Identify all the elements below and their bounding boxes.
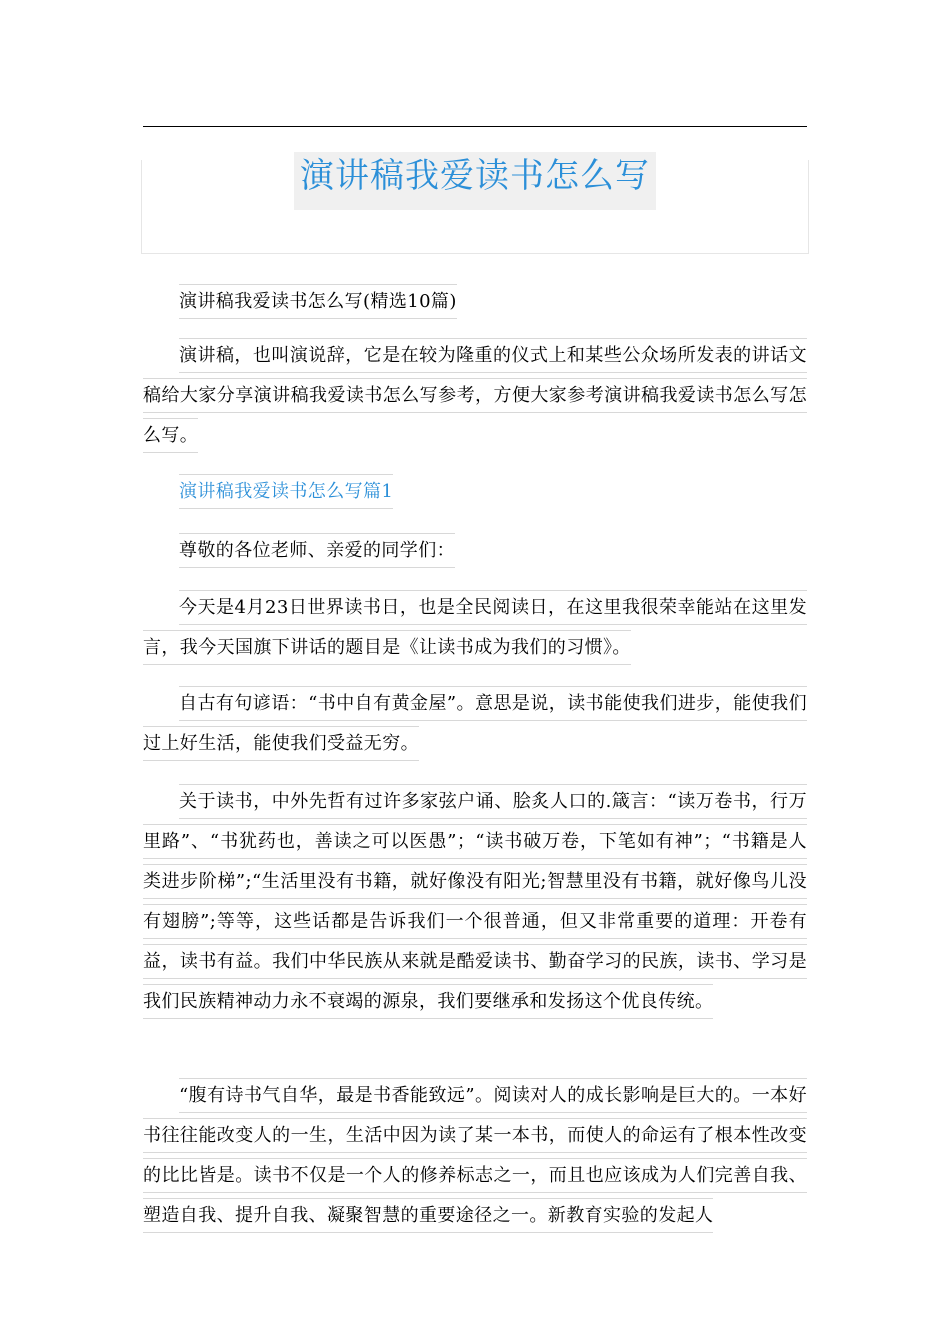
intro-paragraph-text: 演讲稿，也叫演说辞，它是在较为隆重的仪式上和某些公众场所发表的讲话文稿给大家分享演讲稿我爱读书怎么写参考，方便大家参考演讲稿我爱读书怎么写怎么写。 <box>143 338 807 453</box>
paragraph-1 <box>143 588 807 668</box>
intro-line-text: 演讲稿我爱读书怎么写(精选10篇) <box>179 284 457 319</box>
paragraph-4-text: “腹有诗书气自华，最是书香能致远”。阅读对人的成长影响是巨大的。一本好书往往能改变人的一生，生活中因为读了某一本书，而使人的命运有了根本性改变的比比皆是。读书不仅是一个人的修养标志之一，而且也应该成为人们完善自我、塑造自我、提升自我、凝聚智慧的重要途径之一。新教育实验的发起人 <box>143 1078 807 1233</box>
section-heading <box>143 472 807 512</box>
paragraph-3 <box>143 782 807 1022</box>
section-heading-text: 演讲稿我爱读书怎么写篇1 <box>179 474 393 509</box>
paragraph-4 <box>143 1076 807 1236</box>
greeting-text: 尊敬的各位老师、亲爱的同学们： <box>179 533 455 568</box>
greeting <box>143 531 807 571</box>
intro-line <box>143 282 807 322</box>
paragraph-1-text: 今天是4月23日世界读书日，也是全民阅读日，在这里我很荣幸能站在这里发言，我今天国旗下讲话的题目是《让读书成为我们的习惯》。 <box>143 590 807 665</box>
intro-paragraph <box>143 336 807 456</box>
paragraph-2 <box>143 684 807 764</box>
header-rule <box>143 126 807 127</box>
document-title: 演讲稿我爱读书怎么写 <box>294 152 656 210</box>
paragraph-3-text: 关于读书，中外先哲有过许多家弦户诵、脍炙人口的.箴言：“读万卷书，行万里路”、“书犹药也，善读之可以医愚”；“读书破万卷，下笔如有神”；“书籍是人类进步阶梯”;“生活里没有书籍，就好像没有阳光;智慧里没有书籍，就好像鸟儿没有翅膀”;等等，这些话都是告诉我们一个很普通，但又非常重要的道理：开卷有益，读书有益。我们中华民族从来就是酷爱读书、勤奋学习的民族，读书、学习是我们民族精神动力永不衰竭的源泉，我们要继承和发扬这个优良传统。 <box>143 784 807 1019</box>
paragraph-2-text: 自古有句谚语：“书中自有黄金屋”。意思是说，读书能使我们进步，能使我们过上好生活，能使我们受益无穷。 <box>143 686 807 761</box>
